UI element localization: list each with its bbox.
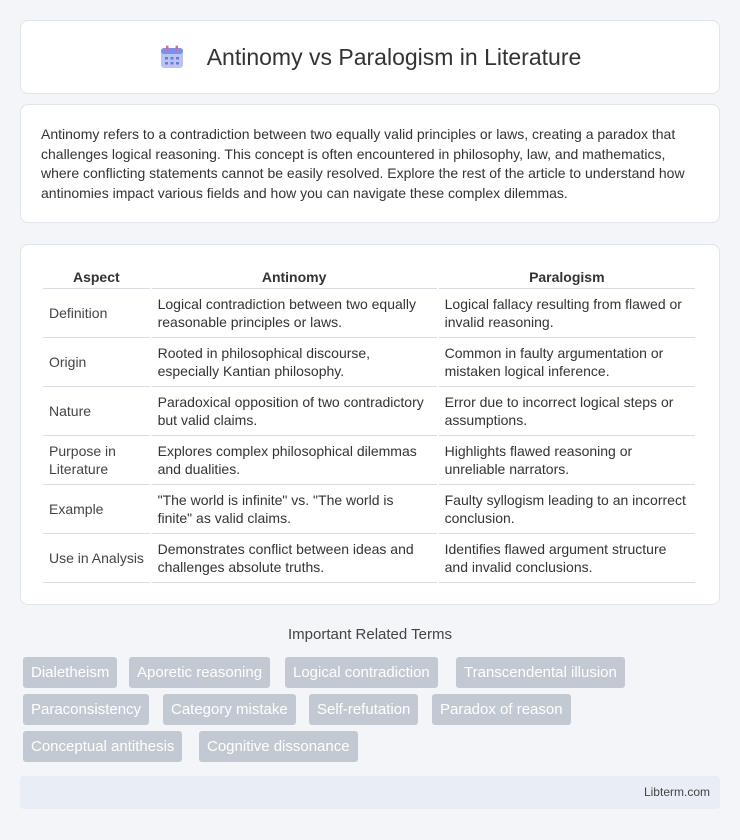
table-row xyxy=(43,534,695,583)
antinomy-cell: Rooted in philosophical discourse, especially Kantian philosophy. xyxy=(152,338,437,387)
antinomy-cell: Paradoxical opposition of two contradictory but valid claims. xyxy=(152,387,437,436)
related-term-tag[interactable]: Category mistake xyxy=(163,694,296,725)
page-title: Antinomy vs Paralogism in Literature xyxy=(206,43,582,70)
intro-text: Antinomy refers to a contradiction between two equally valid principles or laws, creating a paradox that challenges logical reasoning. This concept is often encountered in philosophy, law, and mathematics, where conflicting statements cannot be easily resolved. Explore the rest of the article to understand how antinomies impact various fields and how you can navigate these complex dilemmas. xyxy=(41,126,685,201)
related-term-tag[interactable]: Dialetheism xyxy=(23,657,117,688)
aspect-cell: Origin xyxy=(43,338,150,387)
table-row xyxy=(43,387,695,436)
antinomy-cell: "The world is infinite" vs. "The world is finite" as valid claims. xyxy=(152,485,437,534)
header-antinomy: Antinomy xyxy=(152,267,437,289)
aspect-cell: Example xyxy=(43,485,150,534)
related-term-tag[interactable]: Logical contradiction xyxy=(285,657,438,688)
table-row xyxy=(43,289,695,338)
paralogism-cell: Common in faulty argumentation or mistaken logical inference. xyxy=(439,338,695,387)
paralogism-cell: Highlights flawed reasoning or unreliable narrators. xyxy=(439,436,695,485)
footer xyxy=(20,776,720,809)
intro-card xyxy=(20,104,720,223)
comparison-card xyxy=(20,244,720,605)
table-header-row xyxy=(43,267,695,289)
footer-site-link[interactable]: Libterm.com xyxy=(643,785,710,799)
header-aspect: Aspect xyxy=(43,267,150,289)
antinomy-cell: Demonstrates conflict between ideas and challenges absolute truths. xyxy=(152,534,437,583)
aspect-cell: Use in Analysis xyxy=(43,534,150,583)
related-term-tag[interactable]: Transcendental illusion xyxy=(456,657,625,688)
related-term-tag[interactable]: Conceptual antithesis xyxy=(23,731,182,762)
aspect-cell: Purpose in Literature xyxy=(43,436,150,485)
antinomy-cell: Explores complex philosophical dilemmas and dualities. xyxy=(152,436,437,485)
paralogism-cell: Error due to incorrect logical steps or assumptions. xyxy=(439,387,695,436)
aspect-cell: Definition xyxy=(43,289,150,338)
paralogism-cell: Logical fallacy resulting from flawed or invalid reasoning. xyxy=(439,289,695,338)
header-paralogism: Paralogism xyxy=(439,267,695,289)
related-term-tag[interactable]: Paraconsistency xyxy=(23,694,149,725)
paralogism-cell: Faulty syllogism leading to an incorrect conclusion. xyxy=(439,485,695,534)
aspect-cell: Nature xyxy=(43,387,150,436)
related-terms-title: Important Related Terms xyxy=(288,626,452,643)
header-card xyxy=(20,20,720,94)
paralogism-cell: Identifies flawed argument structure and invalid conclusions. xyxy=(439,534,695,583)
table-row xyxy=(43,485,695,534)
antinomy-cell: Logical contradiction between two equally reasonable principles or laws. xyxy=(152,289,437,338)
comparison-table xyxy=(41,267,697,583)
related-term-tag[interactable]: Paradox of reason xyxy=(432,694,571,725)
related-term-tag[interactable]: Cognitive dissonance xyxy=(199,731,358,762)
calendar-icon xyxy=(159,44,185,70)
table-row xyxy=(43,338,695,387)
related-term-tag[interactable]: Self-refutation xyxy=(309,694,418,725)
table-row xyxy=(43,436,695,485)
related-term-tag[interactable]: Aporetic reasoning xyxy=(129,657,270,688)
